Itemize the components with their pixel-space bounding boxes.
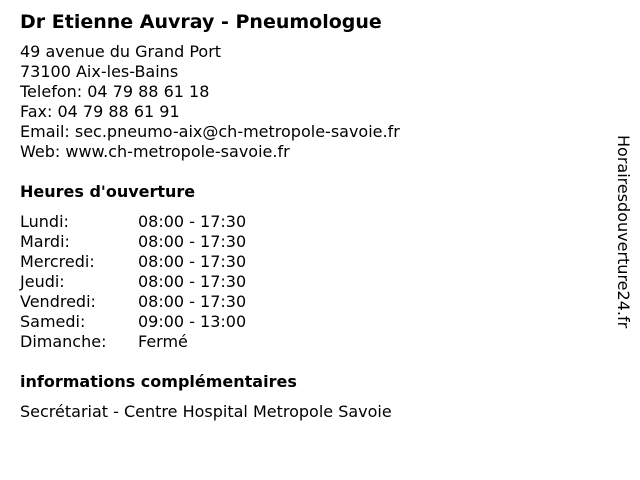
contact-block [20, 42, 590, 162]
hours-day: Mardi: [20, 232, 70, 251]
hours-time: 08:00 - 17:30 [138, 232, 247, 251]
hours-row [20, 292, 590, 312]
hours-row [20, 252, 590, 272]
email-text: Email: sec.pneumo-aix@ch-metropole-savoie.fr [20, 122, 400, 141]
practice-card [20, 10, 590, 422]
hours-time: 08:00 - 17:30 [138, 292, 247, 311]
hours-row [20, 232, 590, 252]
hours-row [20, 272, 590, 292]
hours-day: Vendredi: [20, 292, 96, 311]
fax-text: Fax: 04 79 88 61 91 [20, 102, 180, 121]
hours-day: Lundi: [20, 212, 69, 231]
hours-time: 08:00 - 17:30 [138, 252, 247, 271]
hours-time: 08:00 - 17:30 [138, 272, 247, 291]
hours-day: Jeudi: [20, 272, 65, 291]
hours-day: Samedi: [20, 312, 86, 331]
hours-day: Dimanche: [20, 332, 107, 351]
address-street: 49 avenue du Grand Port [20, 42, 222, 61]
hours-day: Mercredi: [20, 252, 95, 271]
info-heading: informations complémentaires [20, 372, 297, 391]
hours-row [20, 312, 590, 332]
hours-heading: Heures d'ouverture [20, 182, 196, 201]
hours-row [20, 332, 590, 352]
practice-title: Dr Etienne Auvray - Pneumologue [20, 11, 382, 33]
hours-time: 08:00 - 17:30 [138, 212, 247, 231]
hours-time: Fermé [138, 332, 188, 351]
site-watermark: Horairesdouverture24.fr [614, 135, 633, 329]
hours-time: 09:00 - 13:00 [138, 312, 247, 331]
hours-row [20, 212, 590, 232]
info-text: Secrétariat - Centre Hospital Metropole Savoie [20, 402, 392, 421]
address-city: 73100 Aix-les-Bains [20, 62, 179, 81]
phone-text: Telefon: 04 79 88 61 18 [20, 82, 210, 101]
web-text: Web: www.ch-metropole-savoie.fr [20, 142, 290, 161]
hours-table [20, 212, 590, 352]
